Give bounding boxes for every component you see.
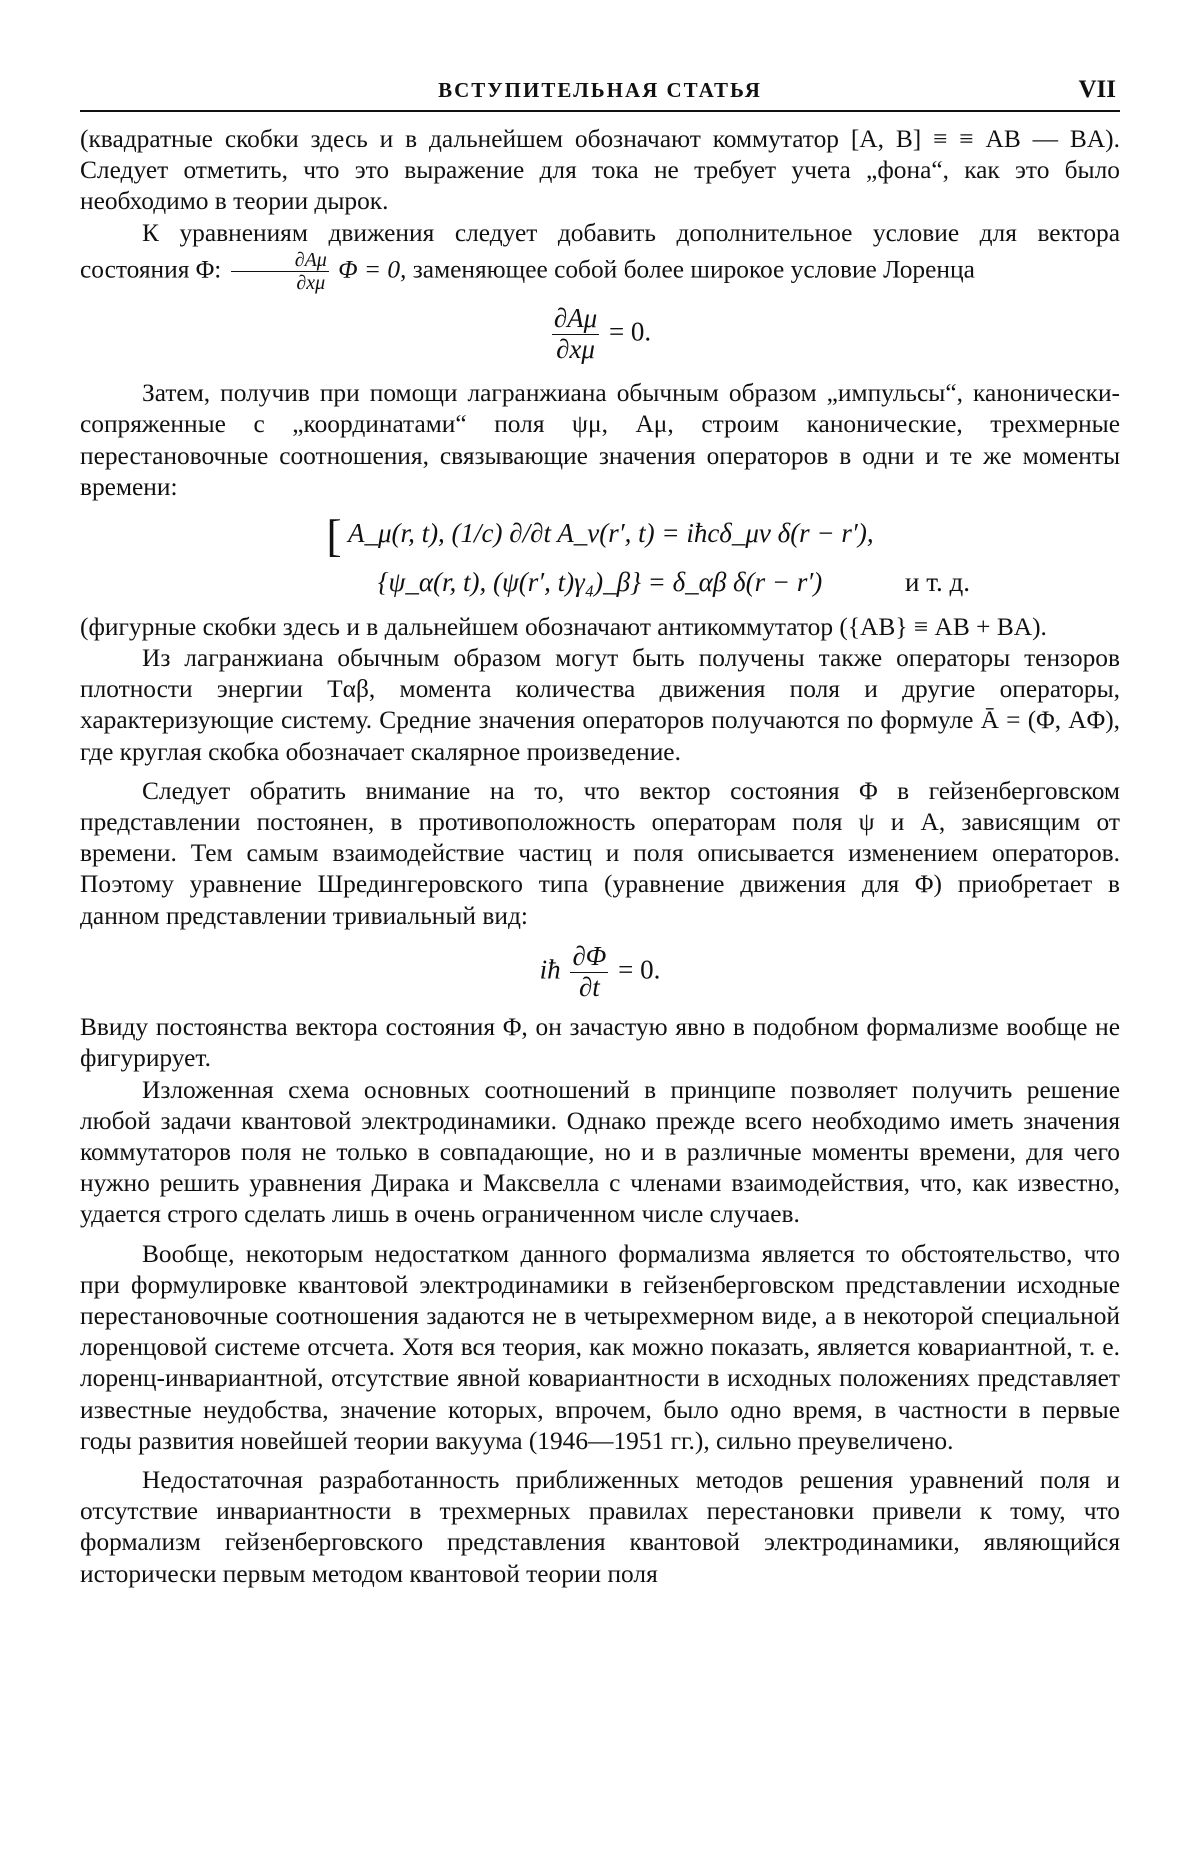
- paragraph-8: Изложенная схема основных соотношений в принципе позволяет получить решение любой задачи квантовой электродинамики. Однако прежде всего необходимо иметь значения коммутаторов поля не только в совпадающие, но и в различные моменты времени, для чего нужно решить уравнения Дирака и Максвелла с членами взаимодействия, что, как известно, удается строго сделать лишь в очень ограниченном числе случаев.: [80, 1075, 1120, 1229]
- schrodinger-prefix: iħ: [539, 954, 561, 985]
- commutator-equation: [80, 509, 1120, 561]
- paragraph-2-lead: К уравнениям движения следует добавить дополнительное условие для вектора состояния Φ:: [80, 218, 1120, 284]
- condition-denominator: ∂xμ: [296, 271, 326, 294]
- schrodinger-rest: = 0.: [618, 954, 661, 985]
- schrodinger-equation: [80, 942, 1120, 1002]
- bracket-open: [: [326, 509, 342, 561]
- lorentz-fraction: [552, 304, 599, 364]
- running-header: [80, 76, 1120, 112]
- lorentz-condition-equation: [80, 304, 1120, 364]
- paragraph-9: Вообще, некоторым недостатком данного формализма является то обстоятельство, что при формулировке квантовой электродинамики в гейзенберговском представлении исходные перестановочные соотношения задаются не в четырехмерном виде, а в некоторой специальной лоренцовой системе отсчета. Хотя вся теория, как можно показать, является ковариантной, т. е. лоренц-инвариантной, отсутствие явной ковариантности в исходных положениях представляет известные неудобства, значение которых, впрочем, было одно время, в частности в первые годы развития новейшей теории вакуума (1946—1951 гг.), сильно преувеличено.: [80, 1239, 1120, 1455]
- running-title: ВСТУПИТЕЛЬНАЯ СТАТЬЯ: [438, 78, 762, 102]
- article-body: [80, 124, 1120, 1590]
- paragraph-10: Недостаточная разработанность приближенных методов решения уравнений поля и отсутствие инвариантности в трехмерных правилах перестановки привели к тому, что формализм гейзенберговского представления квантовой электродинамики, являющийся исторически первым методом квантовой теории поля: [80, 1466, 1120, 1588]
- anticommutator-equation: {ψ_α(r, t), (ψ(r′, t)γ₄)_β} = δ_αβ δ(r − r′): [377, 566, 823, 597]
- paragraph-7: Ввиду постоянства вектора состояния Φ, он зачастую явно в подобном формализме вообще не фигурирует.: [80, 1013, 1120, 1073]
- commutator-text: A_μ(r, t), (1/c) ∂/∂t A_ν(r′, t) = iħcδ_μν δ(r − r′),: [348, 518, 874, 548]
- condition-numerator: ∂Aμ: [231, 249, 329, 272]
- condition-rest: Φ = 0,: [338, 255, 407, 284]
- paragraph-3: Затем, получив при помощи лагранжиана обычным образом „импульсы“, канонически-сопряженные с „координатами“ поля ψμ, Aμ, строим канонические, трехмерные перестановочные соотношения, связывающие значения операторов в одни и те же моменты времени:: [80, 379, 1120, 501]
- lorentz-numerator: ∂Aμ: [553, 302, 598, 333]
- page-number: VII: [1078, 76, 1116, 103]
- paragraph-2: [80, 218, 1120, 294]
- paragraph-6: Следует обратить внимание на то, что вектор состояния Φ в гейзенберговском представлении постоянен, в противоположность операторам поля ψ и A, зависящим от времени. Тем самым взаимодействие частиц и поля описывается изменением операторов. Поэтому уравнение Шредингеровского типа (уравнение движения для Φ) приобретает в данном представлении тривиальный вид:: [80, 776, 1120, 930]
- schrodinger-denominator: ∂t: [578, 971, 600, 1002]
- etc-label: и т. д.: [905, 566, 970, 597]
- lorentz-rest: = 0.: [608, 316, 652, 347]
- condition-fraction: [231, 249, 329, 294]
- schrodinger-numerator: ∂Φ: [572, 940, 607, 971]
- paragraph-4: (фигурные скобки здесь и в дальнейшем обозначают антикоммутатор ({AB} ≡ AB + BA).: [80, 612, 1047, 641]
- paragraph-2-tail: заменяющее собой более широкое условие Лоренца: [412, 255, 975, 284]
- paragraph-5: Из лагранжиана обычным образом могут быть получены также операторы тензоров плотности энергии Tαβ, момента количества движения поля и другие операторы, характеризующие систему. Средние значения операторов получаются по формуле Ā = (Φ, AΦ), где круглая скобка обозначает скалярное произведение.: [80, 644, 1120, 766]
- paragraph-1: (квадратные скобки здесь и в дальнейшем обозначают коммутатор [A, B] ≡ ≡ AB — BA). Следует отметить, что это выражение для тока не требует учета „фона“, как это было необходимо в теории дырок.: [80, 125, 1120, 216]
- schrodinger-fraction: [570, 942, 608, 1002]
- anticommutator-row: [80, 562, 1120, 602]
- lorentz-denominator: ∂xμ: [556, 333, 595, 364]
- commutation-relations: [80, 509, 1120, 602]
